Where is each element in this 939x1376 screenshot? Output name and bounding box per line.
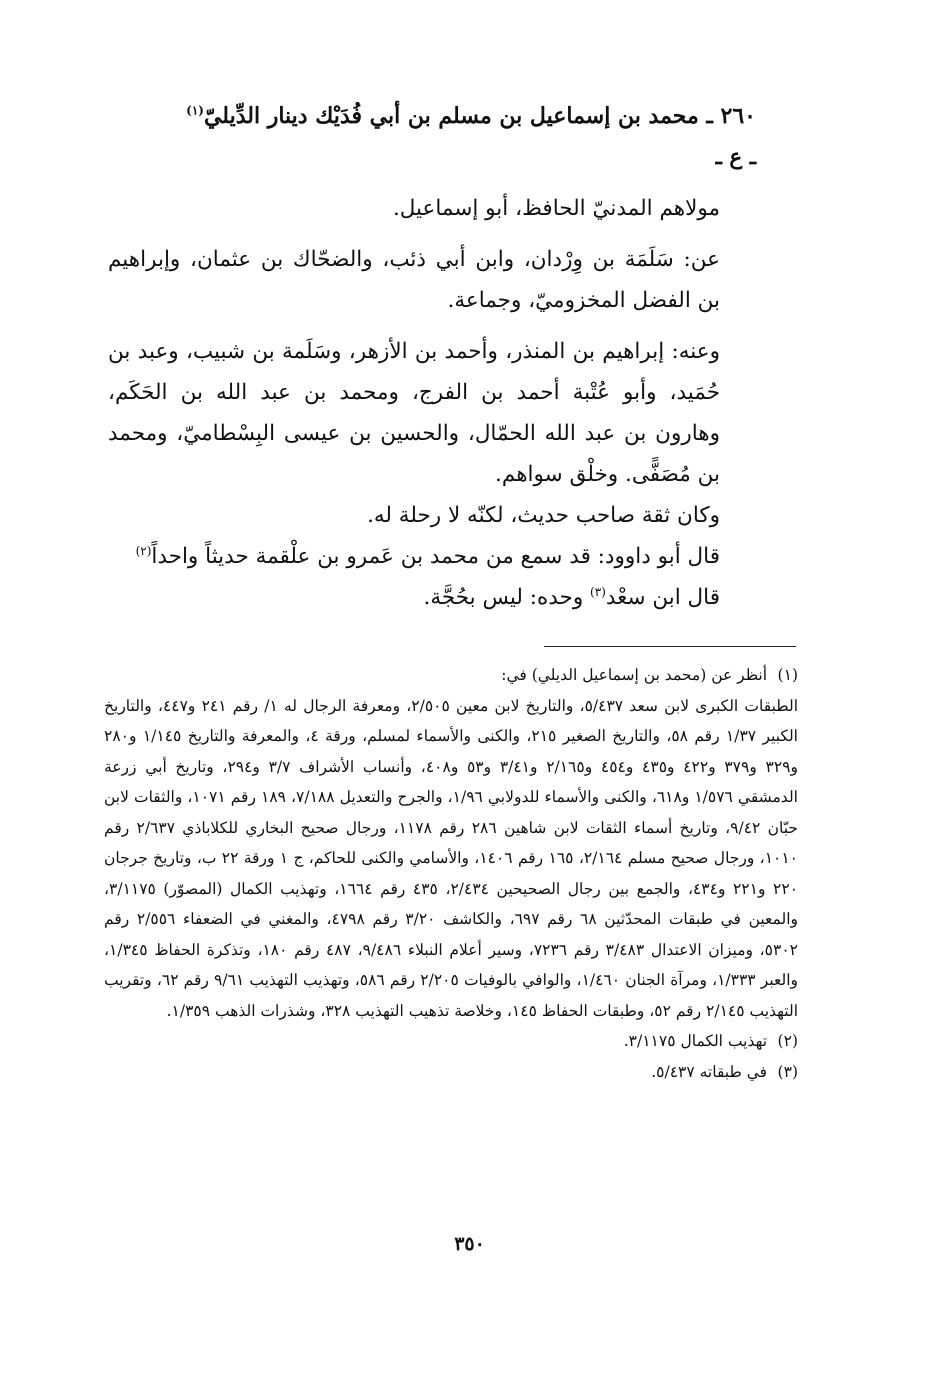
footnote-ref-3: (٣) — [590, 584, 606, 599]
footnote-ref-2: (٢) — [135, 543, 152, 558]
footnote-number: (١) — [777, 666, 798, 684]
footnote-1 — [104, 660, 798, 691]
paragraph-an: عن: سَلَمَة بن وِرْدان، وابن أبي ذئب، والضحّاك بن عثمان، وإبراهيم بن الفضل المخزوميّ، وجماعة. — [108, 247, 720, 313]
entry-title: ٢٦٠ ـ محمد بن إسماعيل بن مسلم بن أبي فُدَيْك دينار الدِّيليّ — [203, 103, 756, 129]
footnote-2 — [104, 1026, 798, 1057]
paragraph-mawla: مولاهم المدنيّ الحافظ، أبو إسماعيل. — [392, 196, 720, 221]
entry-heading — [108, 96, 756, 137]
paragraph-anhu: وعنه: إبراهيم بن المنذر، وأحمد بن الأزهر، وسَلَمة بن شبيب، وعبد بن حُمَيد، وأبو عُتْبة أحمد بن الفرج، ومحمد بن عبد الله بن الحَكَم، وهارون بن عبد الله الحمّال، والحسين بن عيسى البِسْطاميّ، ومحمد بن مُصَفًّى. وخلْق سواهم. — [108, 339, 720, 487]
paragraph-ibnsad — [108, 577, 756, 618]
footnote-text: أنظر عن (محمد بن إسماعيل الديلي) في: — [501, 666, 768, 684]
entry-tail — [108, 137, 756, 178]
page-number: ٣٥٠ — [454, 1233, 485, 1255]
footnote-number: (٢) — [777, 1032, 798, 1050]
footnotes — [104, 660, 798, 1087]
footnote-number: (٣) — [777, 1062, 798, 1081]
footnote-3 — [104, 1057, 798, 1088]
ibnsad-text-b: وحده: ليس بحُجَّة. — [423, 585, 591, 610]
footnote-divider — [544, 646, 796, 647]
paragraph-abudawud — [108, 536, 756, 577]
footnote-text: في طبقاته ٥/٤٣٧. — [651, 1062, 768, 1081]
abudawud-text: قال أبو داوود: قد سمع من محمد بن عَمرو بن علْقمة حديثاً واحداً — [151, 544, 720, 569]
footnote-1-sources: الطبقات الكبرى لابن سعد ٥/٤٣٧، والتاريخ لابن معين ٢/٥٠٥، ومعرفة الرجال له ١/ رقم ٢٤١ و٤٤٧، والتاريخ الكبير ١/٣٧ رقم ٥٨، والتاريخ الصغير ٢١٥، والكنى والأسماء لمسلم، ورقة ٤، والمعرفة والتاريخ ١/١٤٥ و٢٨٠ و٣٢٩ و٣٧٩ و٤٢٢ و٤٣٥ و٤٥٤ و٢/١٦٥ و٣/٤١ و٥٣ و٤٠٨، وأنساب الأشراف ٣/٧ و٢٩٤، وتاريخ أبي زرعة الدمشقي ١/٥٧٦ و٦١٨، والكنى والأسماء للدولابي ١/٩٦، والجرح والتعديل ٧/١٨٨، ١٨٩ رقم ١٠٧١، والثقات لابن حبّان ٩/٤٢، وتاريخ أسماء الثقات لابن شاهين ٢٨٦ رقم ١١٧٨، ورجال صحيح البخاري للكلاباذي ٢/٦٣٧ رقم ١٠١٠، ورجال صحيح مسلم ٢/١٦٤، ١٦٥ رقم ١٤٠٦، والأسامي والكنى للحاكم، ج ١ ورقة ٢٢ ب، وتاريخ جرجان ٢٢٠ و٢٢١ و٤٣٤، والجمع بين رجال الصحيحين ٢/٤٣٤، ٤٣٥ رقم ١٦٦٤، وتهذيب الكمال (المصوّر) ٣/١١٧٥، والمعين في طبقات المحدّثين ٦٨ رقم ٦٩٧، والكاشف ٣/٢٠ رقم ٤٧٩٨، والمغني في الضعفاء ٢/٥٥٦ رقم ٥٣٠٢، وميزان الاعتدال ٣/٤٨٣ رقم ٧٢٣٦، وسير أعلام النبلاء ٩/٤٨٦، ٤٨٧ رقم ١٨٠، وتذكرة الحفاظ ١/٣٤٥، والعبر ١/٣٣٣، ومرآة الجنان ١/٤٦٠، والوافي بالوفيات ٢/٢٠٥ رقم ٥٨٦، وتهذيب التهذيب ٩/٦١ رقم ٦٢، وتقريب التهذيب ٢/١٤٥ رقم ٥٢، وطبقات الحفاظ ١٤٥، وخلاصة تذهيب التهذيب ٣٢٨، وشذرات الذهب ١/٣٥٩. — [104, 696, 799, 1020]
entry-tail-text: ـ ع ـ — [715, 145, 756, 170]
main-text — [108, 96, 756, 618]
paragraph-thiqa: وكان ثقة صاحب حديث، لكنّه لا رحلة له. — [367, 503, 720, 528]
footnote-text: تهذيب الكمال ٣/١١٧٥. — [623, 1032, 768, 1050]
ibnsad-text-a: قال ابن سعْد — [605, 585, 720, 610]
footnote-ref-1: (١) — [186, 103, 204, 118]
